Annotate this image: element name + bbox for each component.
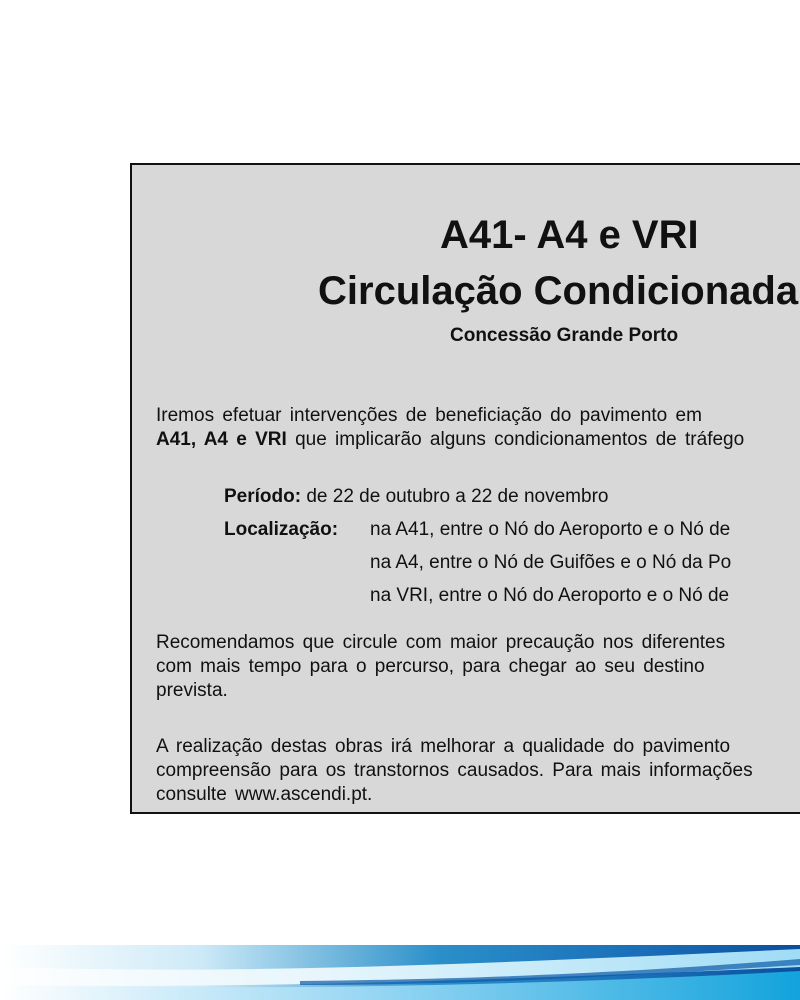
recommendation-line-2: com mais tempo para o percurso, para chegar ao seu destino [156, 656, 705, 677]
decorative-blue-wave [0, 945, 800, 1000]
location-label: Localização: [224, 519, 339, 540]
recommendation-line-3: prevista. [156, 680, 228, 701]
location-line-a4: na A4, entre o Nó de Guifões e o Nó da Po [370, 552, 732, 573]
period-value: de 22 de outubro a 22 de novembro [301, 486, 609, 507]
closing-line-3: consulte www.ascendi.pt. [156, 784, 373, 805]
intro-line-2-rest: que implicarão alguns condicionamentos de tráfego [286, 429, 745, 450]
notice-title-conditioned-traffic: Circulação Condicionada [318, 269, 799, 313]
notice-subtitle-concession: Concessão Grande Porto [450, 325, 679, 346]
location-line-vri: na VRI, entre o Nó do Aeroporto e o Nó de [370, 585, 730, 606]
recommendation-paragraph [156, 631, 800, 703]
intro-paragraph [156, 404, 800, 452]
closing-line-1: A realização destas obras irá melhorar a qualidade do pavimento [156, 736, 731, 757]
recommendation-line-1: Recomendamos que circule com maior precaução nos diferentes [156, 632, 726, 653]
intro-line-2 [156, 428, 800, 452]
location-line-a41: na A41, entre o Nó do Aeroporto e o Nó de [370, 519, 731, 540]
traffic-notice-box [130, 163, 800, 814]
period-label: Período: [224, 486, 302, 507]
closing-line-2: compreensão para os transtornos causados. Para mais informações [156, 760, 753, 781]
notice-title-roads: A41- A4 e VRI [440, 213, 699, 257]
closing-paragraph [156, 735, 800, 807]
intro-roads-bold: A41, A4 e VRI [156, 429, 287, 450]
intro-line-1: Iremos efetuar intervenções de beneficiação do pavimento em [156, 405, 702, 426]
period-row [224, 485, 608, 509]
